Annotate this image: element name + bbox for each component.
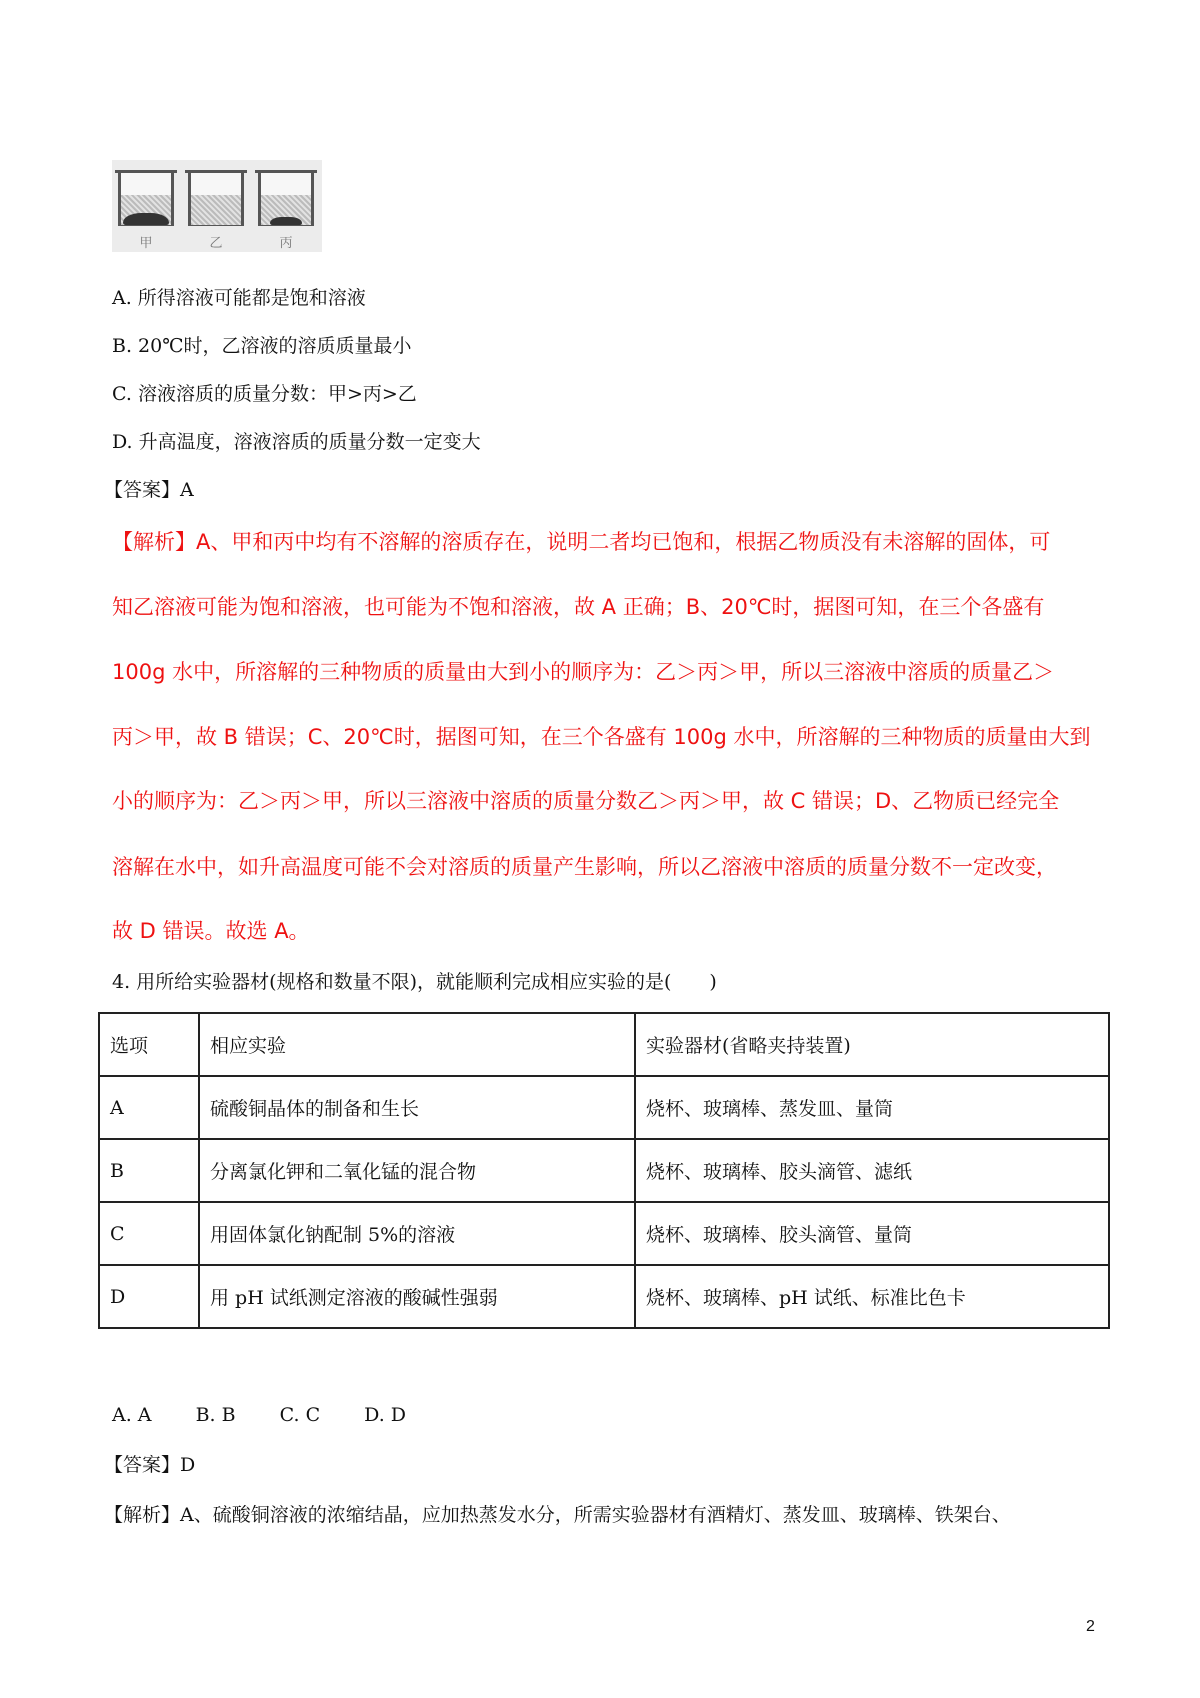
table-header-cell: 相应实验 bbox=[199, 1013, 635, 1076]
q4-options bbox=[112, 1404, 444, 1426]
q3-analysis-line: 小的顺序为：乙＞丙＞甲，所以三溶液中溶质的质量分数乙＞丙＞甲，故 C 错误；D、乙物质已经完全 bbox=[112, 789, 1060, 813]
q4-table bbox=[98, 1012, 1110, 1329]
q4-question: 4. 用所给实验器材(规格和数量不限)，就能顺利完成相应实验的是( ) bbox=[112, 971, 717, 993]
table-row bbox=[99, 1139, 1109, 1202]
q4-option-c: C. C bbox=[279, 1404, 321, 1426]
q3-analysis-line: 故 D 错误。故选 A。 bbox=[112, 919, 310, 943]
q4-answer: 【答案】D bbox=[104, 1454, 196, 1476]
table-cell: 烧杯、玻璃棒、pH 试纸、标准比色卡 bbox=[635, 1265, 1109, 1328]
q4-analysis: 【解析】A、硫酸铜溶液的浓缩结晶，应加热蒸发水分，所需实验器材有酒精灯、蒸发皿、玻璃棒、铁架台、 bbox=[104, 1504, 1011, 1526]
table-cell: B bbox=[99, 1139, 199, 1202]
table-cell: 分离氯化钾和二氧化锰的混合物 bbox=[199, 1139, 635, 1202]
table-cell: 硫酸铜晶体的制备和生长 bbox=[199, 1076, 635, 1139]
table-row bbox=[99, 1202, 1109, 1265]
table-cell: D bbox=[99, 1265, 199, 1328]
figure-label-jia: 甲 bbox=[139, 236, 153, 251]
q3-analysis-line: 溶解在水中，如升高温度可能不会对溶质的质量产生影响，所以乙溶液中溶质的质量分数不一定改变， bbox=[112, 855, 1057, 879]
q3-option-c: C. 溶液溶质的质量分数：甲>丙>乙 bbox=[112, 383, 417, 405]
table-row bbox=[99, 1265, 1109, 1328]
table-cell: A bbox=[99, 1076, 199, 1139]
q3-option-a: A. 所得溶液可能都是饱和溶液 bbox=[112, 287, 366, 309]
table-header-cell: 实验器材(省略夹持装置) bbox=[635, 1013, 1109, 1076]
q4-option-a: A. A bbox=[112, 1404, 152, 1426]
table-cell: 用 pH 试纸测定溶液的酸碱性强弱 bbox=[199, 1265, 635, 1328]
q4-option-d: D. D bbox=[364, 1404, 407, 1426]
q3-analysis-line: 100g 水中，所溶解的三种物质的质量由大到小的顺序为：乙＞丙＞甲，所以三溶液中溶质的质量乙＞ bbox=[112, 660, 1055, 684]
q3-analysis-line: 知乙溶液可能为饱和溶液，也可能为不饱和溶液，故 A 正确；B、20℃时，据图可知，在三个各盛有 bbox=[112, 595, 1045, 619]
q3-analysis-line: 【解析】A、甲和丙中均有不溶解的溶质存在，说明二者均已饱和，根据乙物质没有未溶解的固体，可 bbox=[112, 530, 1051, 554]
figure-label-yi: 乙 bbox=[209, 236, 223, 251]
table-cell: 烧杯、玻璃棒、胶头滴管、滤纸 bbox=[635, 1139, 1109, 1202]
beaker-yi bbox=[188, 170, 244, 228]
q3-option-d: D. 升高温度，溶液溶质的质量分数一定变大 bbox=[112, 431, 481, 453]
table-header-row bbox=[99, 1013, 1109, 1076]
table-cell: 烧杯、玻璃棒、胶头滴管、量筒 bbox=[635, 1202, 1109, 1265]
q4-option-b: B. B bbox=[195, 1404, 236, 1426]
beaker-bing bbox=[258, 170, 314, 228]
table-cell: 用固体氯化钠配制 5%的溶液 bbox=[199, 1202, 635, 1265]
table-header-cell: 选项 bbox=[99, 1013, 199, 1076]
table-cell: C bbox=[99, 1202, 199, 1265]
page-number: 2 bbox=[1086, 1618, 1095, 1635]
table-cell: 烧杯、玻璃棒、蒸发皿、量筒 bbox=[635, 1076, 1109, 1139]
q3-option-b: B. 20℃时，乙溶液的溶质质量最小 bbox=[112, 335, 412, 357]
beaker-jia bbox=[118, 170, 174, 228]
beakers-figure bbox=[112, 160, 322, 252]
q3-answer: 【答案】A bbox=[104, 479, 194, 501]
figure-label-bing: 丙 bbox=[279, 236, 293, 251]
q3-analysis-line: 丙＞甲，故 B 错误；C、20℃时，据图可知，在三个各盛有 100g 水中，所溶解的三种物质的质量由大到 bbox=[112, 725, 1091, 749]
table-row bbox=[99, 1076, 1109, 1139]
